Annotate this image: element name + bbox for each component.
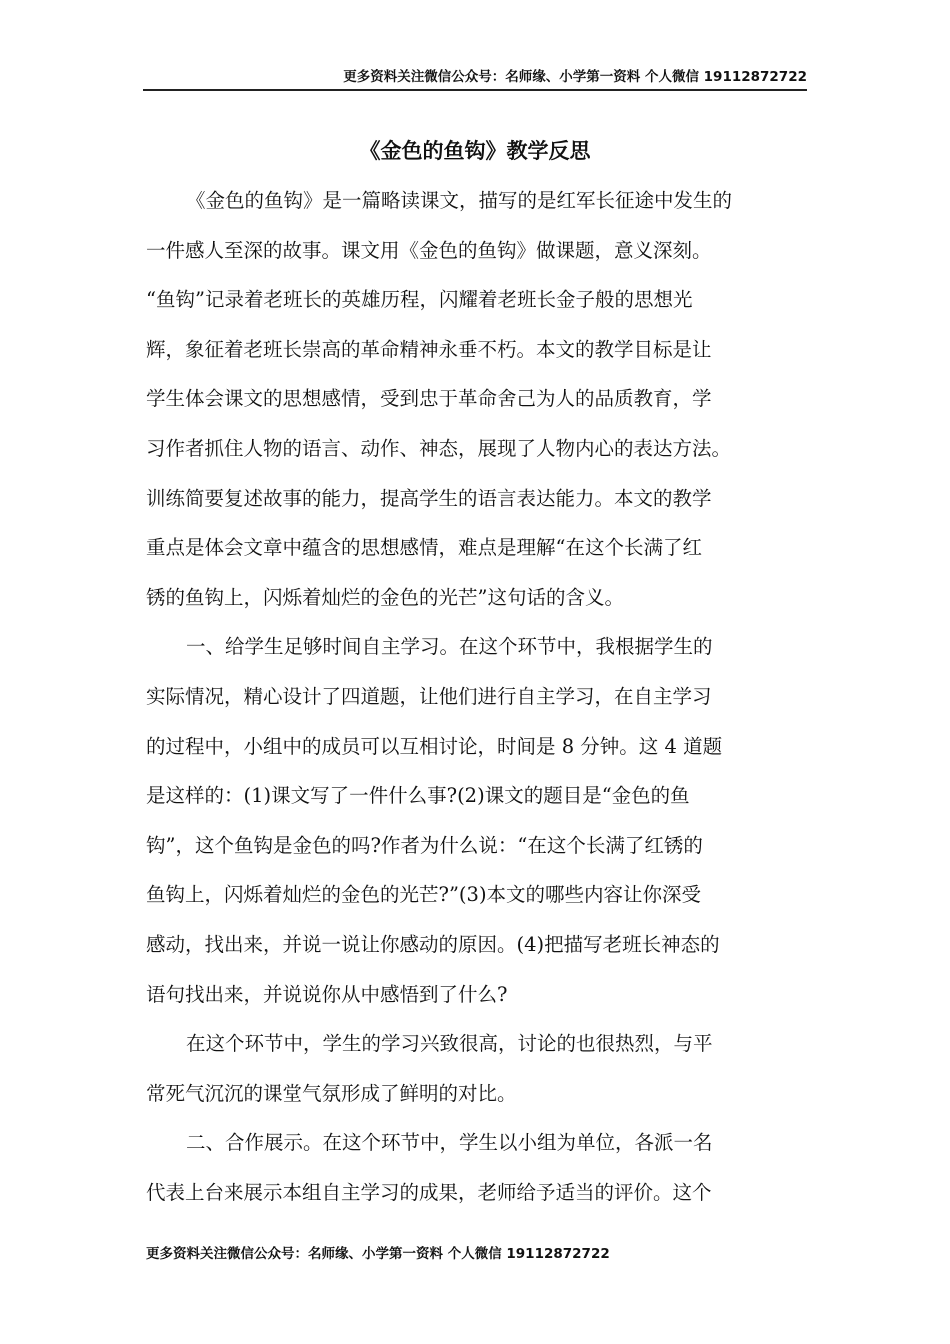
text-line: 在这个环节中，学生的学习兴致很高，讨论的也很热烈，与平 xyxy=(186,1032,713,1056)
text-line: 语句找出来，并说说你从中感悟到了什么? xyxy=(146,982,508,1006)
document-body xyxy=(146,176,810,1217)
text-line: 重点是体会文章中蕴含的思想感情，难点是理解“在这个长满了红 xyxy=(146,536,702,560)
paragraph-intro xyxy=(146,176,810,622)
text-line: 实际情况，精心设计了四道题，让他们进行自主学习，在自主学习 xyxy=(146,684,712,708)
paragraph-section-one xyxy=(146,622,810,1019)
paragraph-reflection xyxy=(146,1019,810,1118)
text-line: 一件感人至深的故事。课文用《金色的鱼钩》做课题，意义深刻。 xyxy=(146,238,712,262)
text-line: 感动，找出来，并说一说让你感动的原因。(4)把描写老班长神态的 xyxy=(146,932,720,956)
text-line: 的过程中，小组中的成员可以互相讨论，时间是 8 分钟。这 4 道题 xyxy=(146,734,723,758)
text-line: 锈的鱼钩上，闪烁着灿烂的金色的光芒”这句话的含义。 xyxy=(146,585,624,609)
text-line: 钩”，这个鱼钩是金色的吗?作者为什么说：“在这个长满了红锈的 xyxy=(146,833,703,857)
text-line: 常死气沉沉的课堂气氛形成了鲜明的对比。 xyxy=(146,1081,517,1105)
text-line: “鱼钩”记录着老班长的英雄历程，闪耀着老班长金子般的思想光 xyxy=(146,288,693,312)
header-text: 更多资料关注微信公众号：名师缘、小学第一资料 个人微信 19112872722 xyxy=(343,69,807,85)
page-header xyxy=(143,67,807,91)
text-line: 代表上台来展示本组自主学习的成果，老师给予适当的评价。这个 xyxy=(146,1180,712,1204)
page-footer xyxy=(146,1244,610,1264)
document-title: 《金色的鱼钩》教学反思 xyxy=(359,139,591,163)
text-line: 习作者抓住人物的语言、动作、神态，展现了人物内心的表达方法。 xyxy=(146,436,732,460)
text-line: 学生体会课文的思想感情，受到忠于革命舍己为人的品质教育，学 xyxy=(146,387,712,411)
text-line: 是这样的：(1)课文写了一件什么事?(2)课文的题目是“金色的鱼 xyxy=(146,784,690,808)
text-line: 《金色的鱼钩》是一篇略读课文，描写的是红军长征途中发生的 xyxy=(186,189,733,212)
text-line: 鱼钩上，闪烁着灿烂的金色的光芒?”(3)本文的哪些内容让你深受 xyxy=(146,883,702,907)
paragraph-section-two xyxy=(146,1118,810,1217)
text-line: 二、合作展示。在这个环节中，学生以小组为单位，各派一名 xyxy=(186,1131,713,1155)
text-line: 一、给学生足够时间自主学习。在这个环节中，我根据学生的 xyxy=(186,635,713,659)
footer-text: 更多资料关注微信公众号：名师缘、小学第一资料 个人微信 19112872722 xyxy=(146,1246,610,1262)
text-line: 训练简要复述故事的能力，提高学生的语言表达能力。本文的教学 xyxy=(146,486,712,510)
text-line: 辉，象征着老班长崇高的革命精神永垂不朽。本文的教学目标是让 xyxy=(146,337,712,361)
